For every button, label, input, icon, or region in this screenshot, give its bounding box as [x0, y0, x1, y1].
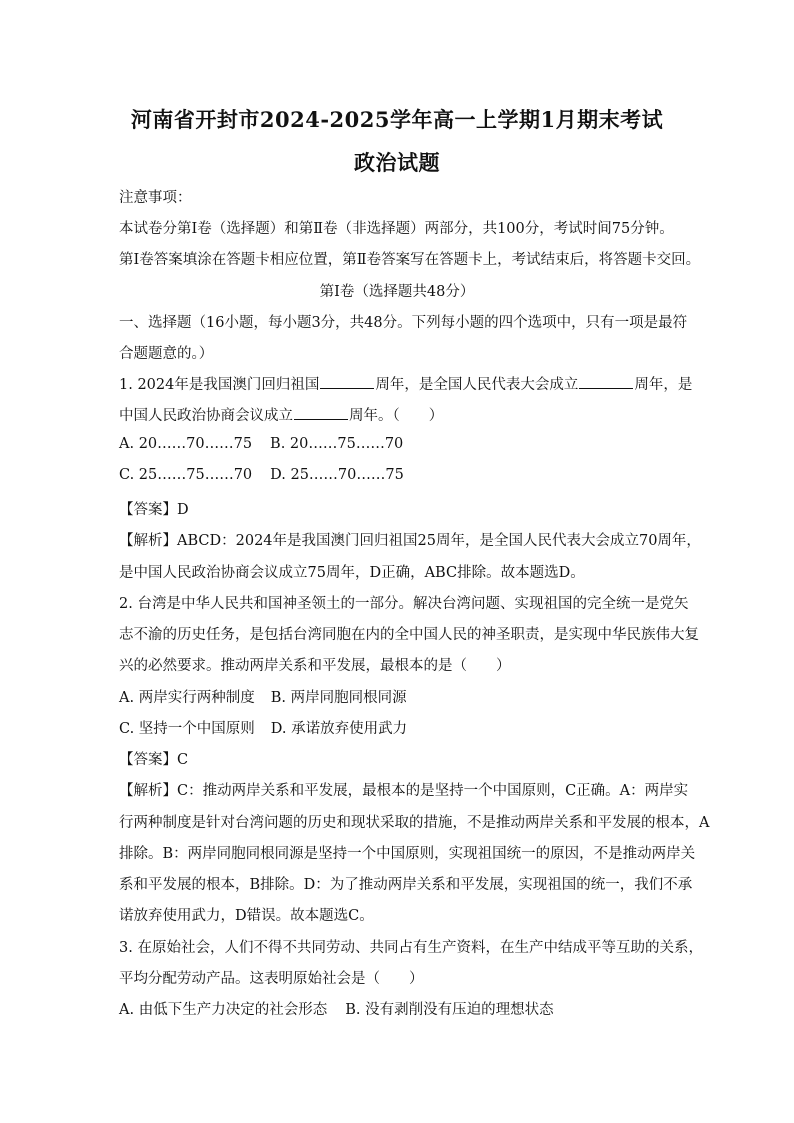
q2-option-d: D. 承诺放弃使用武力 — [270, 721, 408, 737]
section-intro-2: 合题题意的。） — [119, 346, 214, 362]
q1-stem-line-2 — [119, 404, 443, 425]
q2-analysis-3: 排除。B：两岸同胞同根同源是坚持一个中国原则，实现祖国统一的原因，不是推动两岸关 — [119, 846, 696, 862]
q1-analysis-2: 是中国人民政治协商会议成立75周年，D正确，ABC排除。故本题选D。 — [119, 565, 585, 581]
q2-option-c: C. 坚持一个中国原则 — [119, 721, 255, 737]
q3-stem-2: 平均分配劳动产品。这表明原始社会是（ ） — [119, 971, 424, 987]
q2-stem-1: 2. 台湾是中华人民共和国神圣领土的一部分。解决台湾问题、实现祖国的完全统一是党矢 — [119, 596, 689, 612]
q2-analysis-2: 行两种制度是针对台湾问题的历史和现状采取的措施，不是推动两岸关系和平发展的根本，A — [119, 815, 710, 831]
notes-line-1: 本试卷分第Ⅰ卷（选择题）和第Ⅱ卷（非选择题）两部分，共100分，考试时间75分钟。 — [119, 221, 674, 237]
notes-line-2: 第Ⅰ卷答案填涂在答题卡相应位置，第Ⅱ卷答案写在答题卡上，考试结束后，将答题卡交回。 — [119, 252, 701, 268]
section-intro-1: 一、选择题（16小题，每小题3分，共48分。下列每小题的四个选项中，只有一项是最符 — [119, 315, 688, 331]
q1-option-b: B. 20……75……70 — [270, 436, 404, 452]
q1-option-d: D. 25……70……75 — [270, 467, 404, 483]
q2-analysis-1: 【解析】C：推动两岸关系和平发展，最根本的是坚持一个中国原则，C正确。A：两岸实 — [119, 783, 689, 799]
q2-option-a: A. 两岸实行两种制度 — [119, 690, 255, 706]
q2-stem-2: 志不渝的历史任务，是包括台湾同胞在内的全中国人民的神圣职责，是实现中华民族伟大复 — [119, 627, 699, 643]
section-heading: 第Ⅰ卷（选择题共48分） — [319, 284, 475, 300]
q2-analysis-5: 诺放弃使用武力，D错误。故本题选C。 — [119, 908, 374, 924]
q2-option-b: B. 两岸同胞同根同源 — [270, 690, 407, 706]
notes-label: 注意事项： — [119, 190, 192, 206]
q1-stem-part-4: 中国人民政治协商会议成立 — [119, 408, 293, 424]
q1-options-row-2 — [119, 467, 404, 483]
q3-stem-1: 3. 在原始社会，人们不得不共同劳动、共同占有生产资料，在生产中结成平等互助的关系， — [119, 940, 703, 956]
q1-analysis-1: 【解析】ABCD：2024年是我国澳门回归祖国25周年，是全国人民代表大会成立70周年， — [119, 533, 701, 549]
q2-options-row-1 — [119, 686, 407, 707]
q1-blank-3 — [294, 405, 348, 420]
q2-options-row-2 — [119, 717, 407, 738]
q3-options-row-1 — [119, 998, 554, 1019]
q1-option-c: C. 25……75……70 — [119, 467, 253, 483]
exam-subtitle: 政治试题 — [354, 150, 440, 175]
q1-blank-1 — [320, 374, 374, 389]
q3-option-a: A. 由低下生产力决定的社会形态 — [119, 1002, 328, 1018]
q1-answer: 【答案】D — [119, 502, 189, 518]
q1-option-a: A. 20……70……75 — [119, 436, 253, 452]
q1-stem-part-1: 1. 2024年是我国澳门回归祖国 — [119, 377, 320, 393]
q1-options-row-1 — [119, 436, 403, 452]
q1-stem-part-2: 周年，是全国人民代表大会成立 — [375, 377, 579, 393]
exam-title: 河南省开封市2024-2025学年高一上学期1月期末考试 — [130, 107, 664, 132]
q1-stem-line-1 — [119, 373, 692, 394]
q1-stem-part-3: 周年，是 — [634, 377, 693, 393]
q2-stem-3: 兴的必然要求。推动两岸关系和平发展，最根本的是（ ） — [119, 658, 511, 674]
q1-stem-part-5: 周年。（ ） — [349, 408, 444, 424]
q2-analysis-4: 系和平发展的根本，B排除。D：为了推动两岸关系和平发展，实现祖国的统一，我们不承 — [119, 877, 693, 893]
q1-blank-2 — [579, 374, 633, 389]
q3-option-b: B. 没有剥削没有压迫的理想状态 — [345, 1002, 554, 1018]
q2-answer: 【答案】C — [119, 752, 189, 768]
